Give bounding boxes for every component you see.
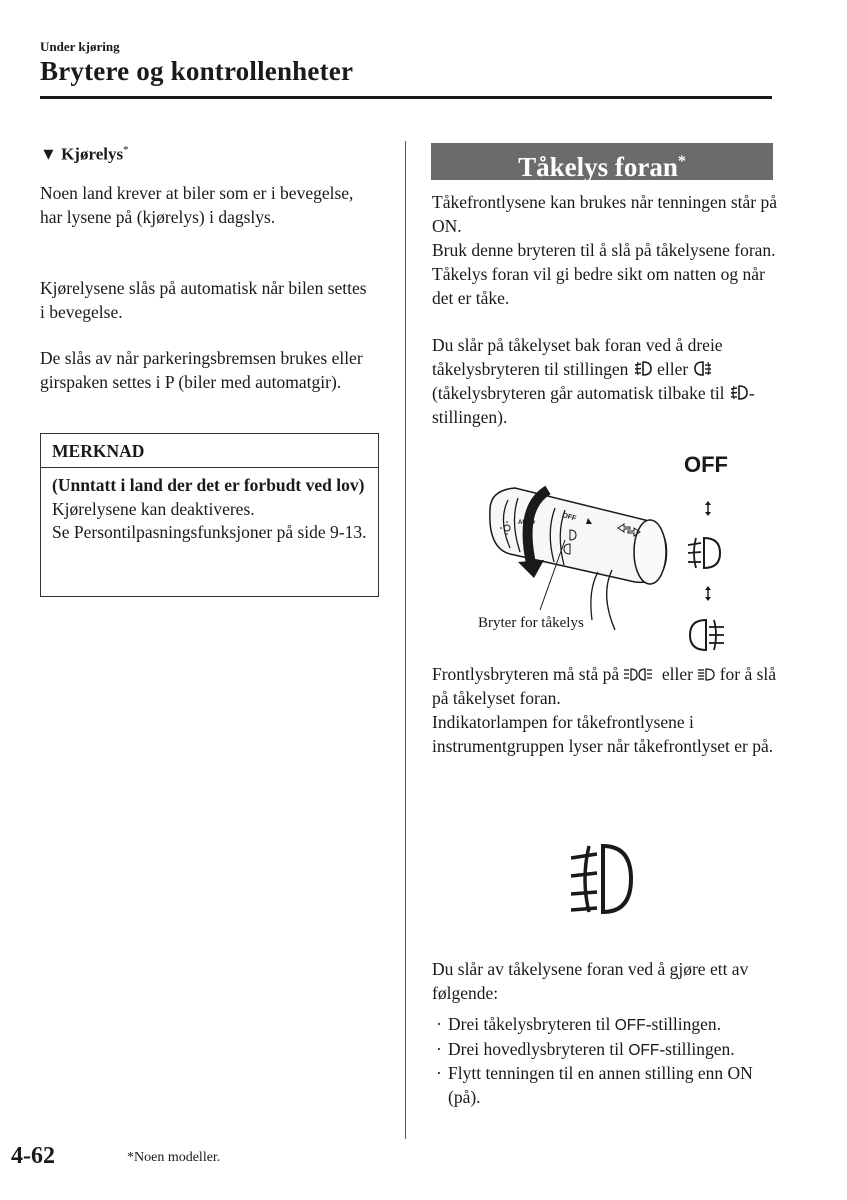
subheading-kjorelys: ▼ Kjørelys* [40, 144, 129, 164]
rear-fog-icon [693, 360, 713, 377]
section-label: Under kjøring [40, 39, 120, 54]
list-item: · Drei tåkelysbryteren til OFF-stillingen. [432, 1013, 777, 1038]
paragraph: Frontlysbryteren må stå på eller for å slå på tåkelyset foran. [432, 664, 777, 708]
page-number: 4-62 [11, 1143, 55, 1169]
front-fog-icon [688, 538, 720, 568]
paragraph: Indikatorlampen for tåkefrontlysene i instrumentgruppen lyser når tåkefrontlyset er på. [432, 712, 774, 756]
footnote: *Noen modeller. [127, 1150, 221, 1165]
note-body [52, 474, 372, 545]
note-condition: (Unntatt i land der det er forbudt ved lov) [52, 475, 365, 495]
arrow-updown-icon [705, 586, 711, 601]
off-label: OFF [684, 452, 728, 477]
parking-light-icon [623, 667, 657, 682]
paragraph: Noen land krever at biler som er i bevegelse, har lysene på (kjørelys) i dagslys. [40, 183, 354, 227]
bullet-list [432, 1013, 777, 1109]
column-divider [405, 141, 406, 1139]
rotation-arrow-head [518, 560, 544, 578]
paragraph: Kjørelysene slås på automatisk når bilen settes i bevegelse. [40, 278, 367, 322]
section-banner: Tåkelys foran* [431, 143, 773, 180]
list-item: · Drei hovedlysbryteren til OFF-stillingen. [432, 1038, 777, 1063]
stalk-auto-text: AUTO [518, 520, 535, 526]
stalk-off-text: OFF [561, 512, 577, 523]
list-item: · Flytt tenningen til en annen stilling enn ON (på). [432, 1062, 777, 1109]
title-divider [40, 96, 772, 99]
front-fog-icon [633, 360, 653, 377]
diagram-caption: Bryter for tåkelys [478, 615, 584, 631]
rear-fog-icon [690, 620, 724, 650]
front-fog-icon [729, 384, 749, 401]
headlight-icon [697, 667, 715, 682]
paragraph: Du slår på tåkelyset bak foran ved å dreie tåkelysbryteren til stillingen eller (tåkelysbryteren går automatisk tilbake til -stillingen). [432, 335, 755, 427]
front-fog-indicator-icon [563, 840, 635, 918]
note-heading: MERKNAD [41, 434, 378, 468]
light-stalk [490, 488, 667, 630]
paragraph: De slås av når parkeringsbremsen brukes eller girspaken settes i P (biler med automatgir). [40, 348, 363, 392]
paragraph: Du slår av tåkelysene foran ved å gjøre ett av følgende: [432, 959, 749, 1003]
note-line: Kjørelysene kan deaktiveres. [52, 498, 255, 519]
paragraph: Tåkefrontlysene kan brukes når tenningen står på ON. [432, 192, 778, 236]
page-title: Brytere og kontrollenheter [40, 56, 354, 86]
arrow-updown-icon [705, 501, 711, 516]
note-box [40, 433, 379, 597]
paragraph: Bruk denne bryteren til å slå på tåkelysene foran. Tåkelys foran vil gi bedre sikt om natten og når det er tåke. [432, 240, 776, 308]
note-line: Se Persontilpasningsfunksjoner på side 9-13. [52, 522, 367, 542]
